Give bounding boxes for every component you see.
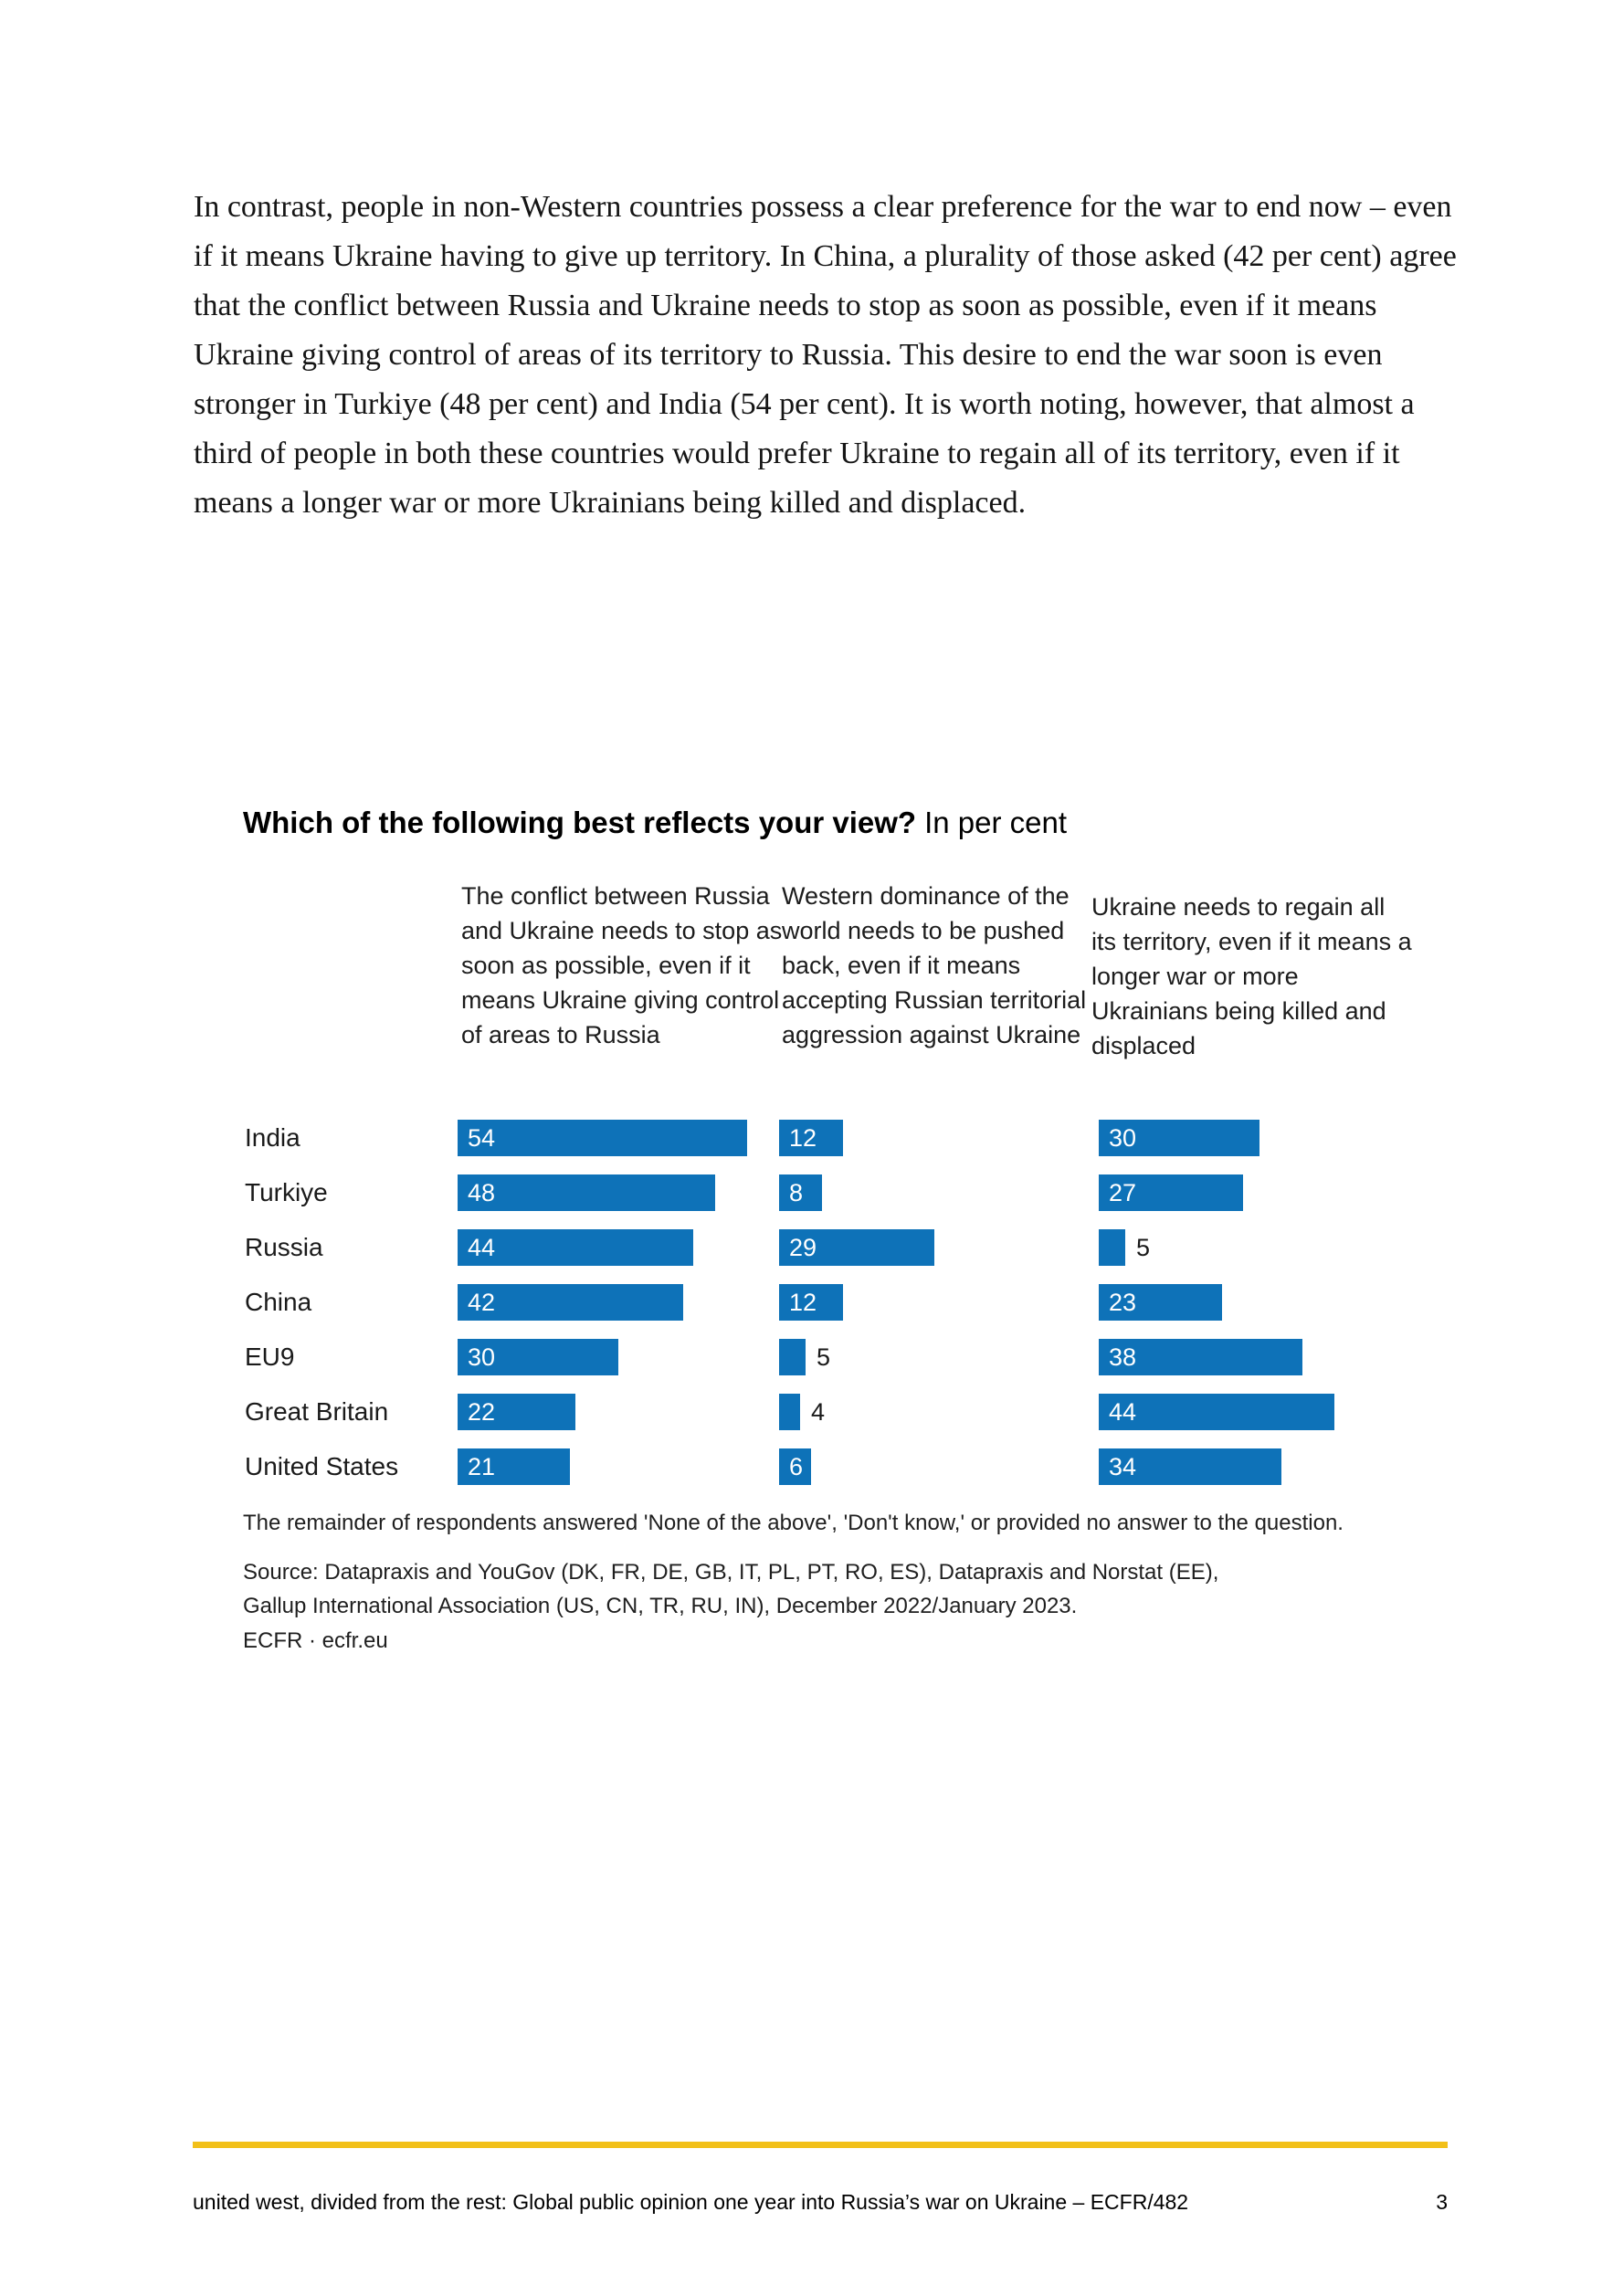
bar-value-label: 4	[811, 1398, 826, 1426]
column-header-regain-territory: Ukraine needs to regain all its territory, even if it means a longer war or more Ukrainians being killed and displaced	[1091, 893, 1412, 1059]
column-header-stop-war: The conflict between Russia and Ukraine needs to stop as soon as possible, even if it means Ukraine giving control of areas to Russia	[461, 882, 783, 1048]
body-paragraph: In contrast, people in non-Western countries possess a clear preference for the war to end now – even if it means Ukraine having to give up territory. In China, a plurality of those asked (42 per cent) agree that the conflict between Russia and Ukraine needs to stop as soon as possible, even if it means Ukraine giving control of areas of its territory to Russia. This desire to end the war soon is even stronger in Turkiye (48 per cent) and India (54 per cent). It is worth noting, however, that almost a third of people in both these countries would prefer Ukraine to regain all of its territory, even if it means a longer war or more Ukrainians being killed and displaced.	[194, 190, 1457, 520]
bar-series-3	[1099, 1394, 1334, 1430]
chart-source: Source: Datapraxis and YouGov (DK, FR, DE, GB, IT, PL, PT, RO, ES), Datapraxis and Norstat (EE), Gallup International Association (US, CN, TR, RU, IN), December 2022/January 2023.	[243, 1560, 1219, 1618]
country-label: EU9	[245, 1343, 295, 1371]
footer-document-title: united west, divided from the rest: Global public opinion one year into Russia’s war on Ukraine – ECFR/482	[193, 2190, 1189, 2214]
bar-series-1	[458, 1448, 570, 1485]
bar-series-3	[1099, 1174, 1243, 1211]
bar-series-2	[779, 1339, 831, 1375]
chart-title-question: Which of the following best reflects your view?	[243, 806, 917, 839]
country-label: India	[245, 1123, 300, 1152]
country-label: United States	[245, 1452, 399, 1480]
chart-row	[242, 1111, 1448, 1165]
bar-value-label: 34	[1109, 1453, 1137, 1480]
bar-value-label: 38	[1109, 1343, 1137, 1371]
country-label: Russia	[245, 1233, 323, 1261]
bar-series-3	[1099, 1229, 1151, 1266]
bar-value-label: 30	[1109, 1124, 1137, 1152]
chart-row	[242, 1330, 1448, 1385]
footer-rule	[193, 2142, 1448, 2148]
chart-row	[242, 1439, 1448, 1494]
bar-series-2	[779, 1120, 843, 1156]
chart-credit: ECFR · ecfr.eu	[243, 1628, 388, 1653]
bar-value-label: 48	[468, 1179, 496, 1206]
bar-series-3	[1099, 1339, 1302, 1375]
chart-footnote: The remainder of respondents answered 'None of the above', 'Don't know,' or provided no answer to the question.	[243, 1511, 1344, 1535]
bar-series-1	[458, 1284, 683, 1321]
bar-value-label: 44	[468, 1234, 496, 1261]
bar-series-2	[779, 1394, 826, 1430]
bar-value-label: 27	[1109, 1179, 1137, 1206]
bar-series-1	[458, 1394, 575, 1430]
bar-value-label: 12	[789, 1289, 817, 1316]
chart-row	[242, 1385, 1448, 1439]
country-label: Turkiye	[245, 1178, 328, 1206]
column-header-western-dominance: Western dominance of the world needs to be pushed back, even if it means accepting Russian territorial aggression against Ukraine	[782, 882, 1087, 1048]
bar-series-1	[458, 1229, 693, 1266]
bar-value-label: 42	[468, 1289, 496, 1316]
chart-notes	[243, 1509, 1412, 1657]
page-footer	[193, 2190, 1448, 2215]
bar-series-3	[1099, 1448, 1281, 1485]
bar-value-label: 44	[1109, 1398, 1137, 1426]
footer-page-number: 3	[1436, 2190, 1448, 2214]
bar-value-label: 22	[468, 1398, 496, 1426]
bar-value-label: 8	[789, 1179, 804, 1206]
bar-series-1	[458, 1174, 715, 1211]
bar-series-3	[1099, 1284, 1222, 1321]
country-label: China	[245, 1288, 312, 1316]
chart-row	[242, 1275, 1448, 1330]
bar-series-2	[779, 1284, 843, 1321]
chart-rows	[242, 1111, 1448, 1494]
chart-row	[242, 1220, 1448, 1275]
chart-title-unit: In per cent	[924, 806, 1068, 839]
chart-row	[242, 1165, 1448, 1220]
bar-value-label: 29	[789, 1234, 817, 1261]
bar-value-label: 5	[817, 1343, 831, 1371]
bar-value-label: 21	[468, 1453, 496, 1480]
bar-value-label: 12	[789, 1124, 817, 1152]
chart-title	[243, 806, 1067, 840]
bar-value-label: 5	[1136, 1234, 1151, 1261]
bar-series-1	[458, 1339, 618, 1375]
bar-series-2	[779, 1229, 934, 1266]
bar-series-1	[458, 1120, 747, 1156]
bar-value-label: 6	[789, 1453, 804, 1480]
bar-series-2	[779, 1448, 811, 1485]
bar-series-3	[1099, 1120, 1259, 1156]
bar-value-label: 54	[468, 1124, 496, 1152]
bar-value-label: 30	[468, 1343, 496, 1371]
bar-series-2	[779, 1174, 822, 1211]
country-label: Great Britain	[245, 1397, 389, 1426]
bar-value-label: 23	[1109, 1289, 1137, 1316]
